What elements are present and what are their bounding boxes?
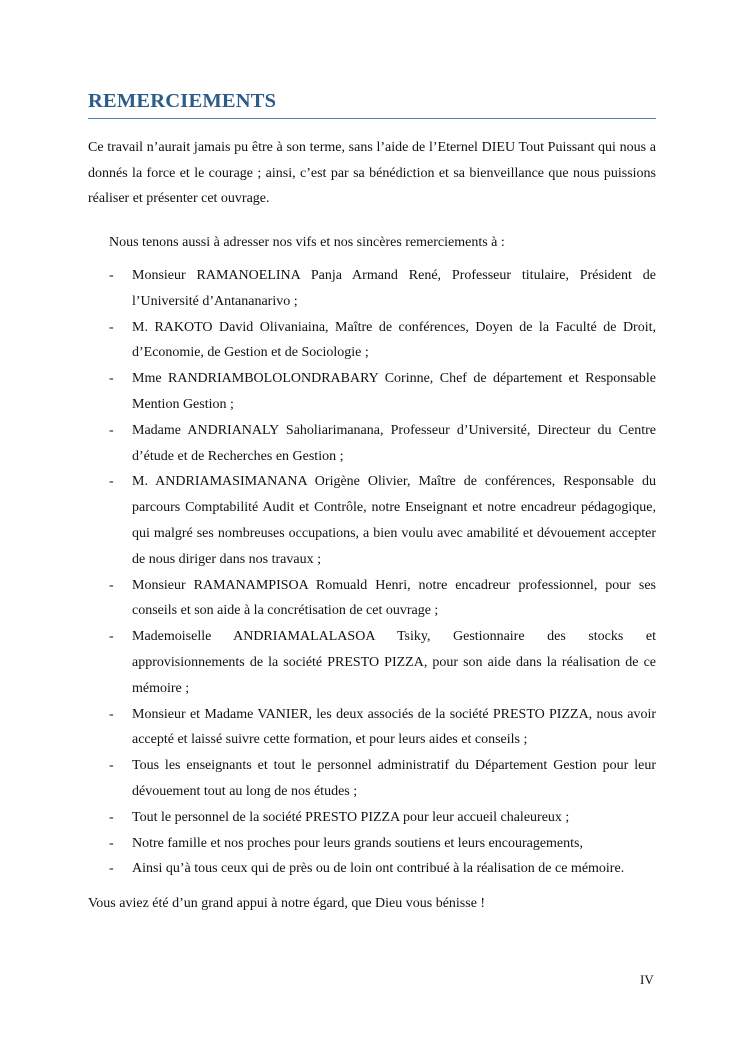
list-item xyxy=(88,469,656,572)
closing-sentence: Vous aviez été d’un grand appui à notre égard, que Dieu vous bénisse ! xyxy=(88,896,486,912)
list-item-text: Monsieur et Madame VANIER, les deux associés de la société PRESTO PIZZA, nous avoir accepté et laissé suivre cette formation, et pour leurs aides et conseils ; xyxy=(132,706,656,748)
list-item-text: Mme RANDRIAMBOLOLONDRABARY Corinne, Chef de département et Responsable Mention Gestion ; xyxy=(132,371,656,412)
list-bullet: - xyxy=(109,268,114,283)
list-item-text: Tout le personnel de la société PRESTO PIZZA pour leur accueil chaleureux ; xyxy=(132,809,570,825)
list-item xyxy=(88,366,656,418)
list-item xyxy=(88,418,656,470)
page-title: REMERCIEMENTS xyxy=(88,86,656,119)
page-number: IV xyxy=(640,972,654,987)
list-item-text: Monsieur RAMANOELINA Panja Armand René, Professeur titulaire, Président de l’Université d’Antananarivo ; xyxy=(132,268,656,309)
list-bullet: - xyxy=(109,371,114,387)
list-bullet: - xyxy=(109,809,114,825)
list-item-text: Madame ANDRIANALY Saholiarimanana, Professeur d’Université, Directeur du Centre d’étude et de Recherches en Gestion ; xyxy=(132,422,656,464)
list-item-text: Tous les enseignants et tout le personnel administratif du Département Gestion pour leur dévouement tout au long de nos études ; xyxy=(132,758,656,799)
list-item-text: M. ANDRIAMASIMANANA Origène Olivier, Maître de conférences, Responsable du parcours Comptabilité Audit et Contrôle, notre Enseignant et notre encadreur pédagogique, qui malgré ses nombreuses occupations, a bien voulu avec amabilité et dévouement accepter de nous diriger dans nos travaux ; xyxy=(132,474,656,567)
list-bullet: - xyxy=(109,861,114,877)
list-item xyxy=(88,805,656,831)
list-item xyxy=(88,315,656,367)
list-bullet: - xyxy=(109,474,114,490)
list-item xyxy=(88,573,656,625)
list-item xyxy=(88,831,656,857)
list-item xyxy=(88,702,656,754)
list-item-text: Mademoiselle ANDRIAMALALASOA Tsiky, Gestionnaire des stocks et approvisionnements de la société PRESTO PIZZA, pour son aide dans la réalisation de ce mémoire ; xyxy=(132,629,656,696)
list-item-text: M. RAKOTO David Olivaniaina, Maître de conférences, Doyen de la Faculté de Droit, d’Economie, de Gestion et de Sociologie ; xyxy=(132,319,656,361)
document-page xyxy=(88,86,656,917)
list-bullet: - xyxy=(109,319,114,335)
list-item-text: Monsieur RAMANAMPISOA Romuald Henri, notre encadreur professionnel, pour ses conseils et son aide à la concrétisation de cet ouvrage ; xyxy=(132,577,656,619)
list-item xyxy=(88,856,656,882)
list-item-text: Notre famille et nos proches pour leurs grands soutiens et leurs encouragements, xyxy=(132,835,583,851)
intro-paragraph: Ce travail n’aurait jamais pu être à son terme, sans l’aide de l’Eternel DIEU Tout Puissant qui nous a donnés la force et le courage ; ainsi, c’est par sa bénédiction et sa bienveillance que nous puissions réaliser et présenter cet ouvrage. xyxy=(88,140,656,206)
list-bullet: - xyxy=(109,706,114,722)
list-bullet: - xyxy=(109,577,114,593)
lead-sentence: Nous tenons aussi à adresser nos vifs et nos sincères remerciements à : xyxy=(109,234,505,250)
list-bullet: - xyxy=(109,758,114,774)
list-bullet: - xyxy=(109,422,114,438)
acknowledgements-list xyxy=(88,263,656,882)
list-bullet: - xyxy=(109,629,114,645)
list-item xyxy=(88,753,656,805)
list-item-text: Ainsi qu’à tous ceux qui de près ou de loin ont contribué à la réalisation de ce mémoire. xyxy=(132,861,625,877)
list-item xyxy=(88,624,656,701)
list-bullet: - xyxy=(109,835,114,851)
list-item xyxy=(88,263,656,315)
